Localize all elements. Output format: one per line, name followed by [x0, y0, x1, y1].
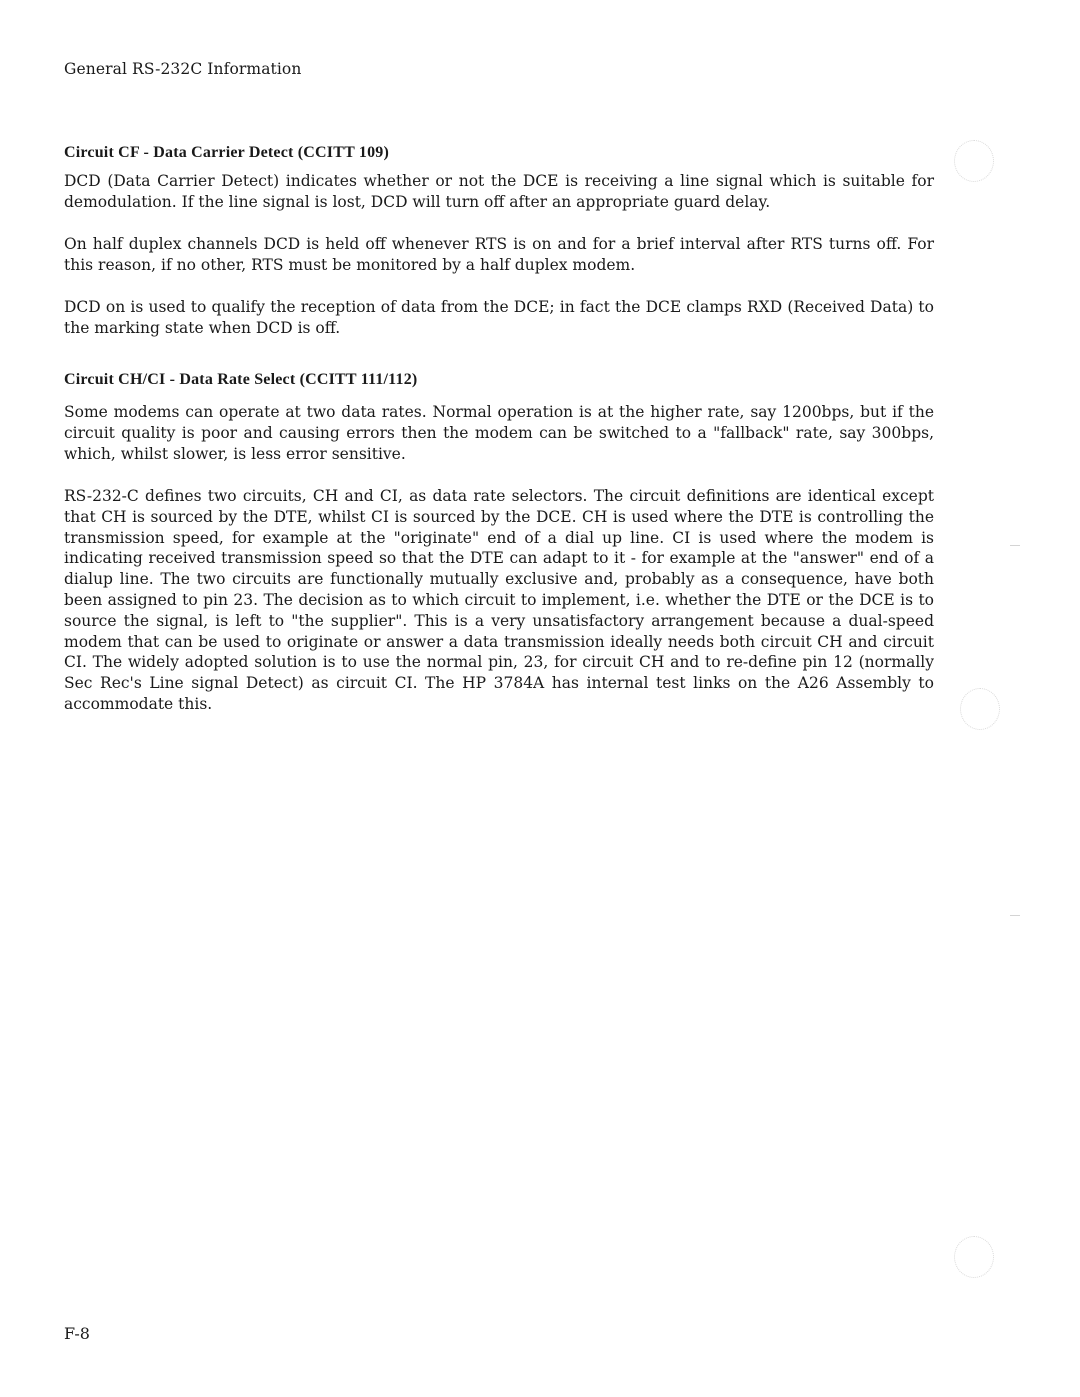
scan-speck [1010, 545, 1020, 546]
binder-hole-mark [960, 688, 1000, 730]
binder-hole-mark [954, 1236, 994, 1278]
binder-hole-mark [954, 140, 994, 182]
section-heading-circuit-ch-ci: Circuit CH/CI - Data Rate Select (CCITT 111/112) [64, 371, 418, 388]
paragraph-half-duplex: On half duplex channels DCD is held off whenever RTS is on and for a brief interval after RTS turns off. For this reason, if no other, RTS must be monitored by a half duplex modem. [64, 235, 934, 274]
paragraph-data-rates: Some modems can operate at two data rates. Normal operation is at the higher rate, say 1200bps, but if the circuit quality is poor and causing errors then the modem can be switched to a "fallback" rate, say 300bps, which, whilst slower, is less error sensitive. [64, 403, 934, 463]
paragraph-rs232c-circuits: RS-232-C defines two circuits, CH and CI, as data rate selectors. The circuit definitions are identical except that CH is sourced by the DTE, whilst CI is sourced by the DCE. CH is used where the DTE is controlling the transmission speed, for example at the "originate" end of a dial up line. CI is used where the modem is indicating received transmission speed so that the DTE can adapt to it - for example at the "answer" end of a dialup line. The two circuits are functionally mutually exclusive and, probably as a consequence, have both been assigned to pin 23. The decision as to which circuit to implement, i.e. whether the DTE or the DCE is to source the signal, is left to "the supplier". This is a very unsatisfactory arrangement because a dual-speed modem that can be used to originate or answer a data transmission ideally needs both circuit CH and circuit CI. The widely adopted solution is to use the normal pin, 23, for circuit CH and to re-define pin 12 (normally Sec Rec's Line signal Detect) as circuit CI. The HP 3784A has internal test links on the A26 Assembly to accommodate this. [64, 487, 934, 713]
section-heading-circuit-cf: Circuit CF - Data Carrier Detect (CCITT 109) [64, 144, 390, 161]
paragraph-dcd-qualify: DCD on is used to qualify the reception of data from the DCE; in fact the DCE clamps RXD (Received Data) to the marking state when DCD is off. [64, 298, 934, 337]
page-number: F-8 [64, 1324, 90, 1343]
paragraph-dcd-definition: DCD (Data Carrier Detect) indicates whether or not the DCE is receiving a line signal which is suitable for demodulation. If the line signal is lost, DCD will turn off after an appropriate guard delay. [64, 172, 934, 211]
scan-speck [1010, 915, 1020, 916]
running-header: General RS-232C Information [64, 60, 302, 78]
